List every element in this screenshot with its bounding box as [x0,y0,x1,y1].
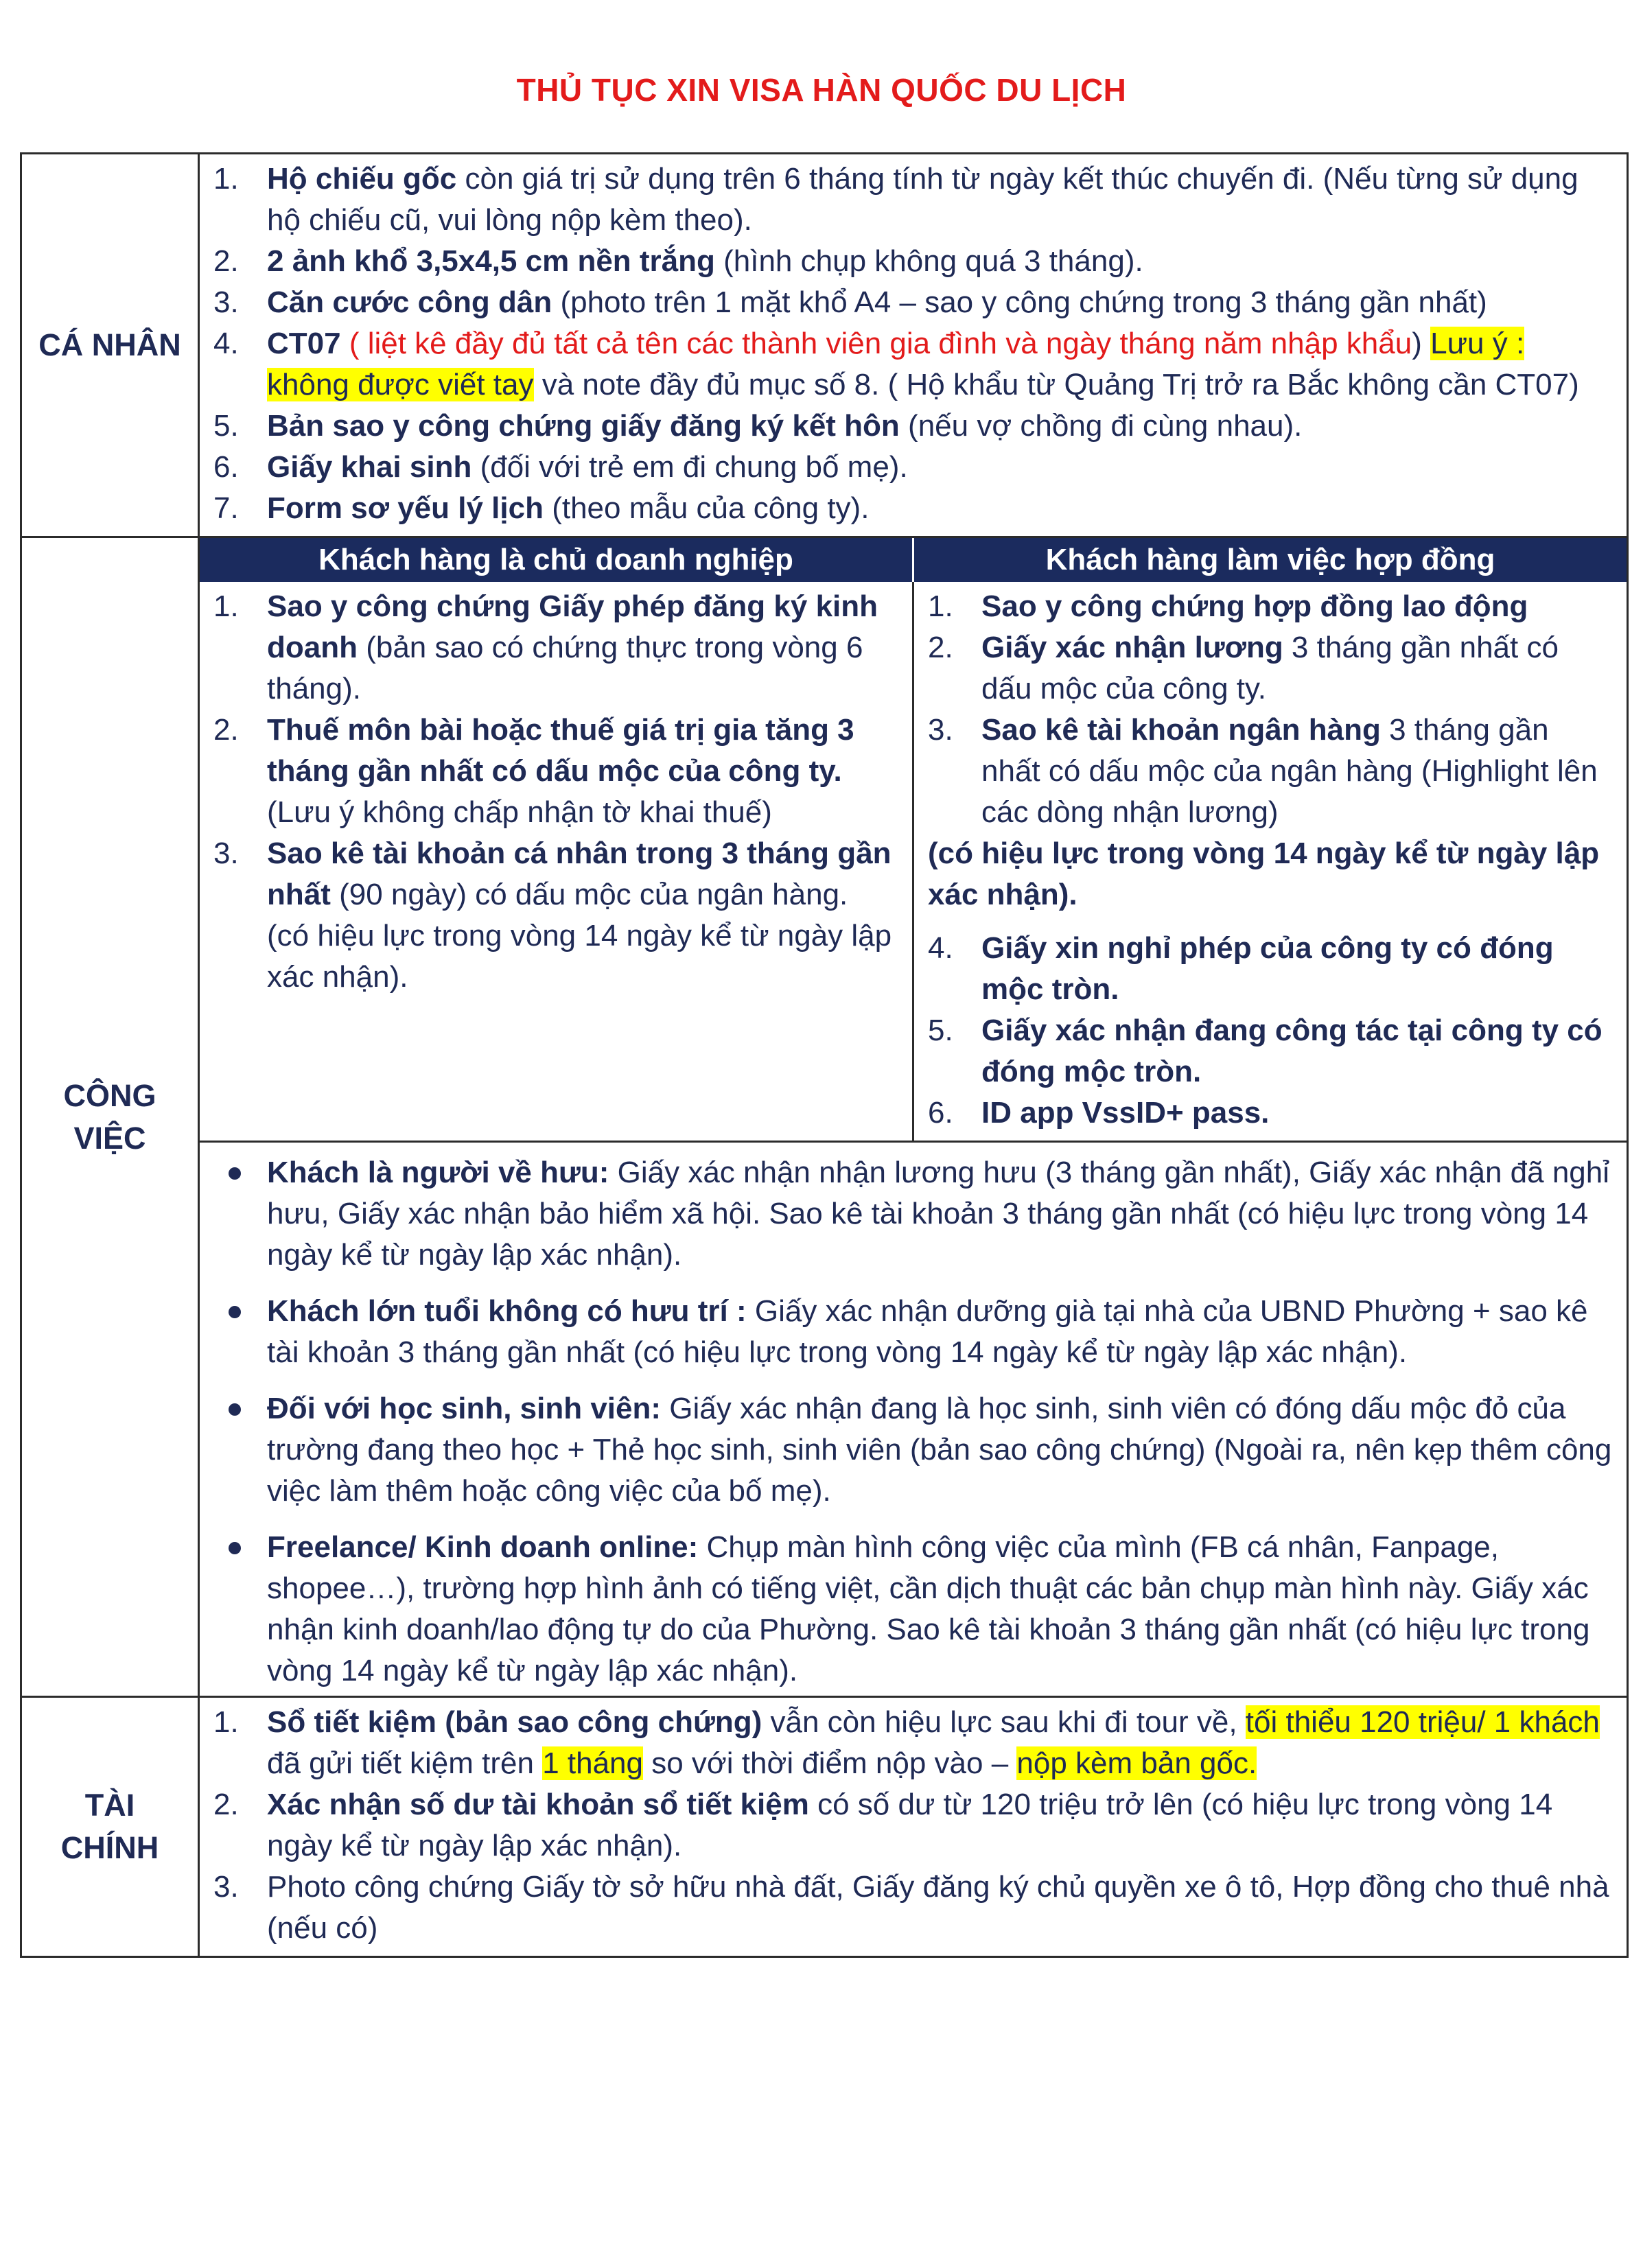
item-bold-text: Giấy xác nhận lương [981,631,1283,664]
item-text: và note đầy đủ mục số 8. ( Hộ khẩu từ Quảng Trị trở ra Bắc không cần CT07) [533,368,1579,401]
page-title: THỦ TỤC XIN VISA HÀN QUỐC DU LỊCH [516,72,1127,108]
list-item [213,323,1613,406]
item-bold-text: Giấy xin nghỉ phép của công ty có đóng mộc tròn. [981,931,1554,1006]
item-number: 4. [213,327,239,360]
item-number: 4. [928,931,953,965]
item-text: Photo công chứng Giấy tờ sở hữu nhà đất, Giấy đăng ký chủ quyền xe ô tô, Hợp đồng cho thuê nhà (nếu có) [267,1870,1609,1945]
item-number: 1. [213,1705,239,1739]
item-text: (90 ngày) có dấu mộc của ngân hàng. [330,878,848,911]
item-highlight-text: Lưu ý : không được viết tay [267,327,1525,401]
other-cases [200,1142,1627,1696]
item-text: (photo trên 1 mặt khổ A4 – sao y công chứng trong 3 tháng gần nhất) [552,285,1487,319]
item-text: Giấy xác nhận dưỡng già tại nhà của UBND Phường + sao kê tài khoản 3 tháng gần nhất (có hiệu lực trong vòng 14 ngày kể từ ngày lập xác nhận). [267,1294,1588,1369]
visa-requirements-table [20,152,1629,1958]
list-item [213,488,1613,529]
list-item [213,282,1613,323]
owner-list [200,582,912,1005]
item-text: (Lưu ý không chấp nhận tờ khai thuế) [267,795,772,829]
column-header-owner: Khách hàng là chủ doanh nghiệp [200,538,913,582]
item-bold-text: Khách là người về hưu: [267,1156,609,1189]
work-subtable [200,538,1627,1696]
item-bold-text: ID app VssID+ pass. [981,1096,1270,1130]
finance-list [200,1698,1627,1956]
item-highlight-text: tối thiểu 120 triệu/ 1 khách [1245,1705,1600,1739]
item-bold-text: Sao y công chứng Giấy phép đăng ký kinh doanh [267,589,878,664]
list-item [213,406,1613,447]
item-text: đã gửi tiết kiệm trên [267,1746,543,1780]
list-item [213,447,1613,488]
list-item [213,833,898,998]
item-bold-text: Thuế môn bài hoặc thuế giá trị gia tăng 3 tháng gần nhất có dấu mộc của công ty. [267,713,854,788]
item-bold-text: Đối với học sinh, sinh viên: [267,1392,662,1425]
item-highlight-text: nộp kèm bản gốc. [1016,1746,1257,1780]
item-number: 6. [213,450,239,484]
list-item [928,710,1613,833]
personal-content [199,154,1628,537]
list-item [213,1867,1613,1949]
bullet-item [213,1291,1613,1373]
item-bold-text: CT07 [267,327,341,360]
item-bold-text: Sổ tiết kiệm (bản sao công chứng) [267,1705,762,1739]
item-number: 1. [213,162,239,196]
owner-column [200,582,913,1142]
employee-column [913,582,1627,1142]
bullet-dot [229,1542,241,1554]
validity-note: (có hiệu lực trong vòng 14 ngày kể từ ngày lập xác nhận). [928,837,1600,911]
item-number: 5. [928,1014,953,1047]
item-number: 3. [213,285,239,319]
bullet-item [213,1388,1613,1512]
work-content [199,537,1628,1697]
column-header-employee: Khách hàng làm việc hợp đồng [913,538,1627,582]
item-red-text: ( liệt kê đầy đủ tất cả tên các thành viên gia đình và ngày tháng năm nhập khẩu [340,327,1412,360]
list-item [213,159,1613,241]
item-number: 2. [213,1788,239,1821]
item-number: 2. [213,713,239,747]
item-number: 7. [213,491,239,525]
finance-content [199,1697,1628,1957]
item-number: 5. [213,409,239,443]
section-label-text: CHÍNH [60,1830,159,1865]
list-item [928,1092,1613,1134]
item-text: 3 tháng gần nhất có dấu mộc của công ty. [981,631,1559,705]
item-number: 3. [213,837,239,870]
section-label-text: VIỆC [73,1120,146,1156]
list-item [213,241,1613,282]
item-bold-text: Sao kê tài khoản ngân hàng [981,713,1381,747]
item-text: Giấy xác nhận đang là học sinh, sinh viên có đóng dấu mộc đỏ của trường đang theo học + Thẻ học sinh, sinh viên (bản sao công chứng) (Ngoài ra, nên kẹp thêm công việc làm thêm hoặc công việc của bố mẹ). [267,1392,1612,1508]
item-text: (theo mẫu của công ty). [543,491,870,525]
item-bold-text: Giấy khai sinh [267,450,472,484]
item-text: vẫn còn hiệu lực sau khi đi tour về, [762,1705,1246,1739]
bullet-item [213,1152,1613,1276]
item-highlight-text: 1 tháng [542,1746,643,1780]
item-bold-text: Bản sao y công chứng giấy đăng ký kết hôn [267,409,900,443]
item-bold-text: Sao kê tài khoản cá nhân trong 3 tháng gần nhất [267,837,892,911]
list-item [928,1010,1613,1092]
item-bold-text: Khách lớn tuổi không có hưu trí : [267,1294,747,1328]
section-label-text: TÀI [84,1788,135,1823]
item-bold-text: Hộ chiếu gốc [267,162,457,196]
item-number: 1. [928,589,953,623]
item-text: ) [1412,327,1431,360]
list-item [928,627,1613,710]
item-text: so với thời điểm nộp vào – [643,1746,1017,1780]
section-label-work [21,537,199,1697]
item-text: (bản sao có chứng thực trong vòng 6 tháng). [267,631,863,705]
list-item [213,1702,1613,1784]
item-number: 2. [928,631,953,664]
item-number: 1. [213,589,239,623]
item-bold-text: Giấy xác nhận đang công tác tại công ty có đóng mộc tròn. [981,1014,1603,1088]
section-label-text: CÁ NHÂN [38,327,181,362]
employee-list-b [914,928,1627,1141]
bullet-dot [229,1403,241,1416]
list-item [213,710,898,833]
employee-list-a [914,582,1627,833]
section-label-personal [21,154,199,537]
item-bold-text: Form sơ yếu lý lịch [267,491,544,525]
item-bold-text: Căn cước công dân [267,285,552,319]
item-number: 3. [928,713,953,747]
item-text: Giấy xác nhận nhận lương hưu (3 tháng gần nhất), Giấy xác nhận đã nghỉ hưu, Giấy xác nhận bảo hiểm xã hội. Sao kê tài khoản 3 tháng gần nhất (có hiệu lực trong vòng 14 ngày kể từ ngày lập xác nhận). [267,1156,1610,1272]
item-bold-text: Sao y công chứng hợp đồng lao động [981,589,1528,623]
item-bold-text: Freelance/ Kinh doanh online: [267,1530,699,1564]
personal-row [21,154,1628,537]
bullet-dot [229,1167,241,1180]
list-item [213,586,898,710]
item-bold-text: Xác nhận số dư tài khoản sổ tiết kiệm [267,1788,809,1821]
section-label-finance [21,1697,199,1957]
list-item [928,928,1613,1010]
work-row [21,537,1628,1697]
item-text: còn giá trị sử dụng trên 6 tháng tính từ ngày kết thúc chuyến đi. (Nếu từng sử dụng hộ chiếu cũ, vui lòng nộp kèm theo). [267,162,1578,237]
section-label-text: CÔNG [63,1077,156,1113]
list-item [928,586,1613,627]
item-text: Chụp màn hình công việc của mình (FB cá nhân, Fanpage, shopee…), trường hợp hình ảnh có tiếng việt, cần dịch thuật các bản chụp màn hình này. Giấy xác nhận kinh doanh/lao động tự do của Phường. Sao kê tài khoản 3 tháng gần nhất (có hiệu lực trong vòng 14 ngày kể từ ngày lập xác nhận). [267,1530,1590,1687]
personal-list [200,154,1627,536]
bullet-dot [229,1306,241,1318]
item-text: (nếu vợ chồng đi cùng nhau). [899,409,1303,443]
other-cases-list [200,1143,1627,1696]
item-number: 6. [928,1096,953,1130]
item-number: 3. [213,1870,239,1904]
item-number: 2. [213,244,239,278]
list-item [213,1784,1613,1867]
item-text: 3 tháng gần nhất có dấu mộc của ngân hàng (Highlight lên các dòng nhận lương) [981,713,1598,829]
finance-row [21,1697,1628,1957]
item-bold-text: 2 ảnh khổ 3,5x4,5 cm nền trắng [267,244,715,278]
item-text: (hình chụp không quá 3 tháng). [714,244,1143,278]
item-text: (đối với trẻ em đi chung bố mẹ). [471,450,908,484]
bullet-item [213,1527,1613,1692]
item-validity-note: (có hiệu lực trong vòng 14 ngày kể từ ngày lập xác nhận). [267,919,892,994]
item-text: có số dư từ 120 triệu trở lên (có hiệu lực trong vòng 14 ngày kể từ ngày lập xác nhận). [267,1788,1553,1862]
